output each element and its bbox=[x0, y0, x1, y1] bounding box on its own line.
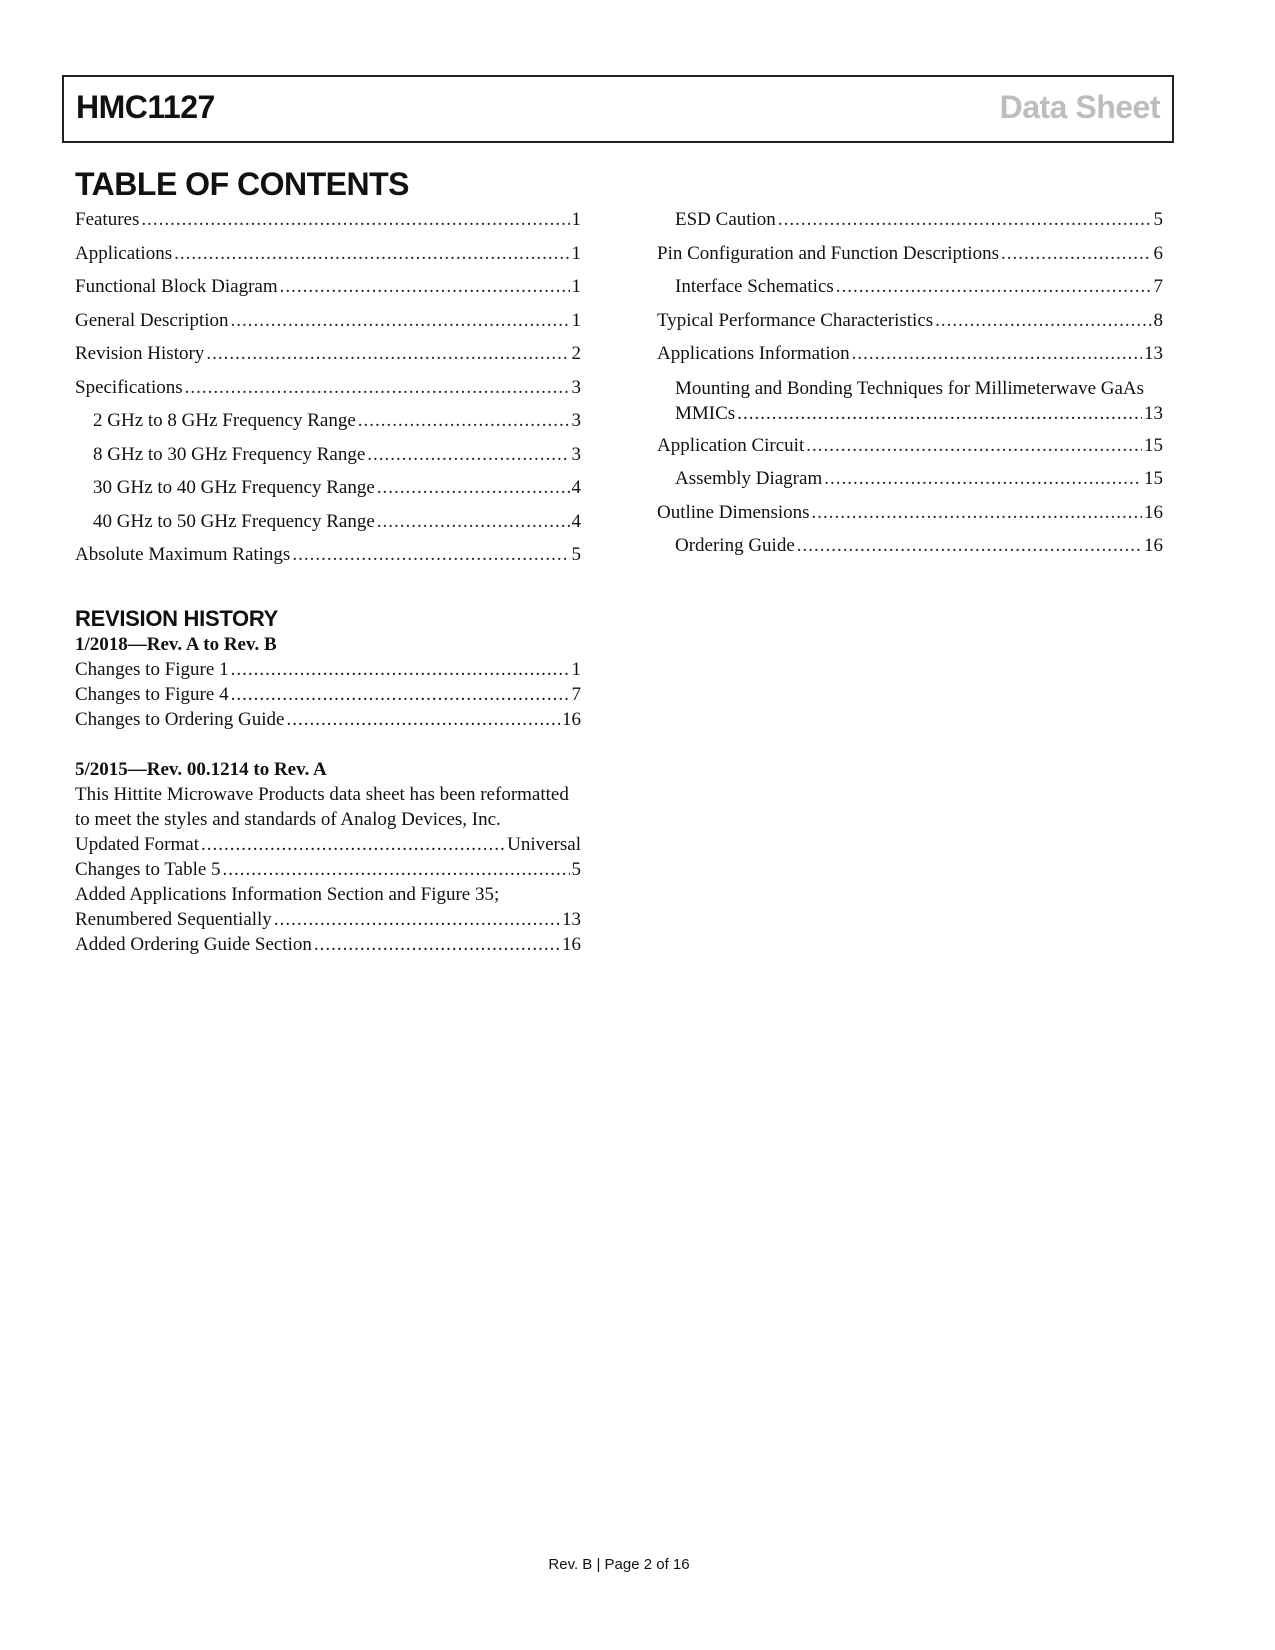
toc-entry[interactable]: Interface Schematics ..... 7 bbox=[657, 272, 1163, 306]
revision-b-block bbox=[75, 632, 581, 732]
toc-entry[interactable]: 8 GHz to 30 GHz Frequency Range ..... 3 bbox=[75, 440, 581, 474]
revision-item[interactable]: Changes to Figure 1 ..... 1 bbox=[75, 657, 581, 682]
toc-entry-mounting[interactable]: Mounting and Bonding Techniques for Millimeterwave GaAs MMICs ..... 13 bbox=[657, 376, 1163, 431]
revision-note: This Hittite Microwave Products data sheet has been reformatted bbox=[75, 784, 569, 805]
toc-title: TABLE OF CONTENTS bbox=[75, 166, 409, 202]
revision-note: Added Applications Information Section and Figure 35; bbox=[75, 884, 500, 905]
product-name: HMC1127 bbox=[76, 89, 215, 125]
toc-entry[interactable]: Functional Block Diagram ..... 1 bbox=[75, 272, 581, 306]
toc-entry[interactable]: Specifications ..... 3 bbox=[75, 373, 581, 407]
toc-entry[interactable]: Application Circuit ..... 15 bbox=[657, 431, 1163, 465]
toc-entry[interactable]: Features ..... 1 bbox=[75, 205, 581, 239]
toc-entry[interactable]: Applications ..... 1 bbox=[75, 239, 581, 273]
toc-entry[interactable]: 40 GHz to 50 GHz Frequency Range ..... 4 bbox=[75, 507, 581, 541]
revision-item[interactable]: Renumbered Sequentially ..... 13 bbox=[75, 907, 581, 932]
revision-item[interactable]: Added Ordering Guide Section ..... 16 bbox=[75, 932, 581, 957]
revision-item[interactable]: Changes to Ordering Guide ..... 16 bbox=[75, 707, 581, 732]
toc-entry[interactable]: 30 GHz to 40 GHz Frequency Range ..... 4 bbox=[75, 473, 581, 507]
revision-history-title: REVISION HISTORY bbox=[75, 606, 279, 631]
revision-item[interactable]: Updated Format ..... Universal bbox=[75, 832, 581, 857]
page-footer: Rev. B | Page 2 of 16 bbox=[548, 1556, 690, 1573]
toc-entry[interactable]: Ordering Guide ..... 16 bbox=[657, 531, 1163, 565]
toc-entry[interactable]: Absolute Maximum Ratings ..... 5 bbox=[75, 540, 581, 574]
toc-entry[interactable]: Typical Performance Characteristics ..... 8 bbox=[657, 306, 1163, 340]
toc-left-column bbox=[75, 205, 581, 574]
revision-heading: 5/2015—Rev. 00.1214 to Rev. A bbox=[75, 759, 327, 780]
revision-item[interactable]: Changes to Table 5 ..... 5 bbox=[75, 857, 581, 882]
toc-entry[interactable]: Outline Dimensions ..... 16 bbox=[657, 498, 1163, 532]
toc-entry[interactable]: Revision History ..... 2 bbox=[75, 339, 581, 373]
revision-note: to meet the styles and standards of Analog Devices, Inc. bbox=[75, 809, 501, 830]
toc-entry[interactable]: Pin Configuration and Function Descriptions ..... 6 bbox=[657, 239, 1163, 273]
page-header bbox=[62, 75, 1174, 143]
toc-entry[interactable]: 2 GHz to 8 GHz Frequency Range ..... 3 bbox=[75, 406, 581, 440]
revision-item[interactable]: Changes to Figure 4 ..... 7 bbox=[75, 682, 581, 707]
toc-entry[interactable]: Assembly Diagram ..... 15 bbox=[657, 464, 1163, 498]
revision-a-block bbox=[75, 757, 581, 957]
toc-entry[interactable]: Applications Information ..... 13 bbox=[657, 339, 1163, 373]
toc-entry[interactable]: ESD Caution ..... 5 bbox=[657, 205, 1163, 239]
toc-entry[interactable]: General Description ..... 1 bbox=[75, 306, 581, 340]
toc-right-column bbox=[657, 205, 1163, 565]
revision-heading: 1/2018—Rev. A to Rev. B bbox=[75, 634, 277, 655]
document-type: Data Sheet bbox=[999, 89, 1160, 125]
